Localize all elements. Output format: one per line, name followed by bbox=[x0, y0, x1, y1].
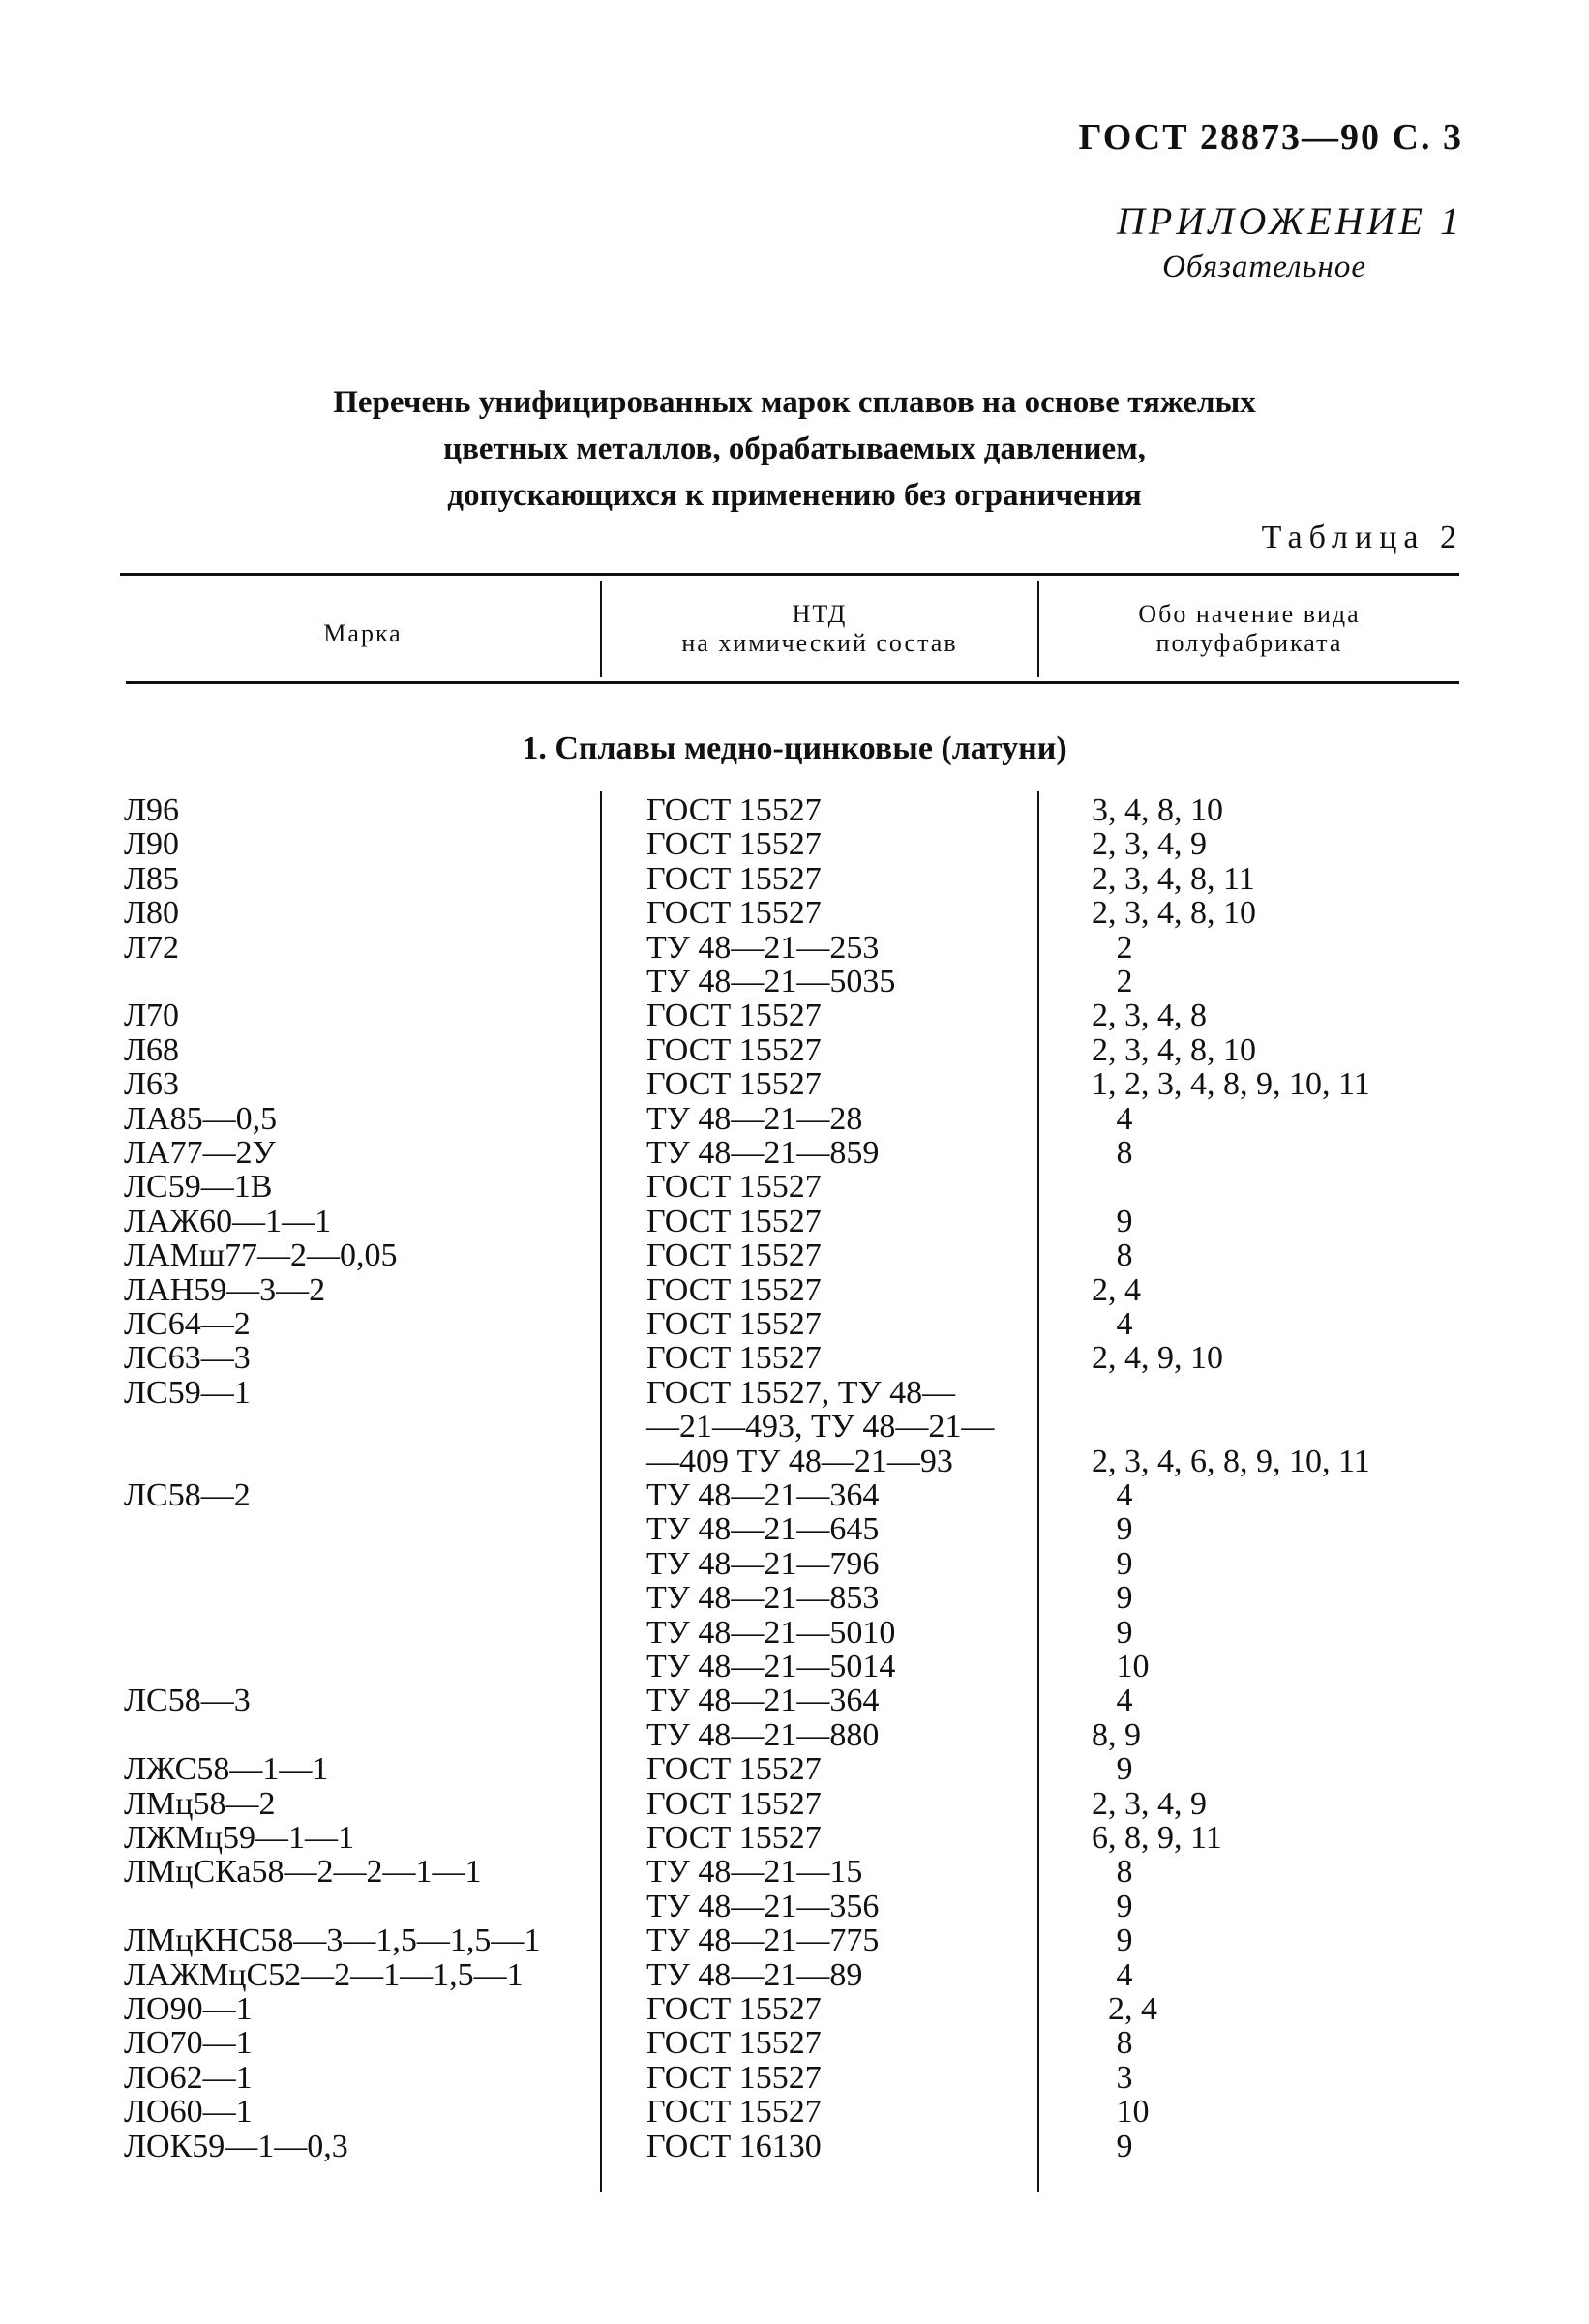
semi-product-cell: 9 bbox=[1092, 1545, 1133, 1582]
ntd-cell: ТУ 48—21—796 bbox=[646, 1545, 880, 1582]
ntd-cell: —409 ТУ 48—21—93 bbox=[646, 1443, 953, 1479]
ntd-cell: ГОСТ 15527 bbox=[646, 860, 822, 897]
semi-product-cell: 10 bbox=[1092, 1649, 1150, 1684]
semi-product-cell: 2, 3, 4, 9 bbox=[1092, 826, 1207, 863]
ntd-cell: ТУ 48—21—356 bbox=[646, 1888, 880, 1924]
grade-cell: ЛАМш77—2—0,05 bbox=[124, 1237, 398, 1274]
grade-cell: ЛС59—1В bbox=[124, 1169, 273, 1206]
ntd-cell: ТУ 48—21—853 bbox=[646, 1580, 880, 1617]
ntd-cell: ГОСТ 15527 bbox=[646, 1237, 822, 1274]
title-line: Перечень унифицированных марок сплавов на основе тяжелых bbox=[333, 385, 1256, 420]
grade-cell: ЛА77—2У bbox=[124, 1135, 276, 1171]
semi-product-cell: 4 bbox=[1092, 1306, 1133, 1342]
grade-cell: ЛАЖМцС52—2—1—1,5—1 bbox=[124, 1956, 524, 1993]
ntd-cell: ГОСТ 15527 bbox=[646, 1785, 822, 1822]
document-title bbox=[0, 379, 1589, 519]
semi-product-cell: 6, 8, 9, 11 bbox=[1092, 1820, 1222, 1856]
semi-product-cell: 8, 9 bbox=[1092, 1716, 1141, 1753]
table-row bbox=[0, 1718, 1589, 1753]
semi-product-cell: 2, 3, 4, 9 bbox=[1092, 1785, 1207, 1822]
grade-cell: ЛО90—1 bbox=[124, 1991, 253, 2027]
grade-cell: Л96 bbox=[124, 792, 180, 828]
page-header: ГОСТ 28873—90 С. 3 bbox=[1078, 117, 1463, 158]
grade-cell: ЛС58—3 bbox=[124, 1683, 251, 1719]
semi-product-cell: 1, 2, 3, 4, 8, 9, 10, 11 bbox=[1092, 1066, 1370, 1103]
semi-product-cell: 2, 4 bbox=[1092, 1271, 1141, 1308]
table-row bbox=[0, 1102, 1589, 1137]
grade-cell: Л63 bbox=[124, 1066, 180, 1103]
semi-product-cell: 8 bbox=[1092, 1854, 1133, 1891]
semi-product-cell: 9 bbox=[1092, 2128, 1133, 2164]
table-row bbox=[0, 1581, 1589, 1616]
table-row bbox=[0, 1787, 1589, 1822]
ntd-cell: ТУ 48—21—15 bbox=[646, 1854, 863, 1891]
table-row bbox=[0, 1136, 1589, 1171]
ntd-cell: —21—493, ТУ 48—21— bbox=[646, 1409, 995, 1445]
grade-cell: Л68 bbox=[124, 1031, 180, 1068]
appendix-status: Обязательное bbox=[1162, 250, 1366, 284]
ntd-cell: ТУ 48—21—5010 bbox=[646, 1614, 896, 1651]
ntd-cell: ГОСТ 15527 bbox=[646, 2094, 822, 2130]
table-row bbox=[0, 1616, 1589, 1651]
table-row bbox=[0, 1033, 1589, 1068]
semi-product-cell: 2, 3, 4, 6, 8, 9, 10, 11 bbox=[1092, 1443, 1370, 1479]
grade-cell: ЛМцСКа58—2—2—1—1 bbox=[124, 1854, 482, 1891]
table-row bbox=[0, 1238, 1589, 1273]
semi-product-cell: 2 bbox=[1092, 929, 1133, 966]
ntd-cell: ГОСТ 15527 bbox=[646, 826, 822, 863]
table-row bbox=[0, 1410, 1589, 1445]
table-row bbox=[0, 1067, 1589, 1102]
ntd-cell: ГОСТ 15527 bbox=[646, 998, 822, 1034]
ntd-cell: ГОСТ 15527 bbox=[646, 1031, 822, 1068]
semi-product-cell: 4 bbox=[1092, 1100, 1133, 1137]
ntd-cell: ТУ 48—21—364 bbox=[646, 1477, 880, 1513]
grade-cell: ЛС64—2 bbox=[124, 1306, 251, 1342]
ntd-cell: ГОСТ 15527 bbox=[646, 1271, 822, 1308]
semi-product-cell: 8 bbox=[1092, 1237, 1133, 1274]
grade-cell: ЛС59—1 bbox=[124, 1374, 251, 1411]
semi-product-cell: 3, 4, 8, 10 bbox=[1092, 792, 1223, 828]
table-row bbox=[0, 965, 1589, 999]
semi-product-cell: 2 bbox=[1092, 964, 1133, 999]
table-row bbox=[0, 1170, 1589, 1205]
semi-product-cell: 2, 4 bbox=[1092, 1991, 1157, 2027]
table-row bbox=[0, 1855, 1589, 1890]
table-row bbox=[0, 862, 1589, 897]
semi-product-cell: 3 bbox=[1092, 2059, 1133, 2096]
semi-product-cell: 2, 3, 4, 8, 10 bbox=[1092, 895, 1256, 932]
ntd-cell: ГОСТ 16130 bbox=[646, 2128, 822, 2164]
grade-cell: ЛО62—1 bbox=[124, 2059, 253, 2096]
table-row bbox=[0, 827, 1589, 862]
table-row bbox=[0, 2026, 1589, 2061]
ntd-cell: ГОСТ 15527 bbox=[646, 2025, 822, 2062]
grade-cell: ЛАН59—3—2 bbox=[124, 1271, 326, 1308]
table-row bbox=[0, 1683, 1589, 1718]
grade-cell: Л85 bbox=[124, 860, 180, 897]
ntd-cell: ТУ 48—21—5035 bbox=[646, 964, 896, 999]
semi-product-cell: 2, 3, 4, 8, 10 bbox=[1092, 1031, 1256, 1068]
grade-cell: ЛС58—2 bbox=[124, 1477, 251, 1513]
ntd-cell: ТУ 48—21—28 bbox=[646, 1100, 863, 1137]
grade-cell: Л72 bbox=[124, 929, 180, 966]
table-row bbox=[0, 1376, 1589, 1411]
table-top-rule bbox=[120, 573, 1459, 576]
semi-product-cell: 9 bbox=[1092, 1614, 1133, 1651]
grade-cell: ЛОК59—1—0,3 bbox=[124, 2128, 348, 2164]
ntd-cell: ТУ 48—21—859 bbox=[646, 1135, 880, 1171]
ntd-cell: ГОСТ 15527 bbox=[646, 2059, 822, 2096]
table-row bbox=[0, 1273, 1589, 1308]
semi-product-cell: 9 bbox=[1092, 1203, 1133, 1239]
ntd-cell: ГОСТ 15527 bbox=[646, 1991, 822, 2027]
table-row bbox=[0, 1307, 1589, 1342]
ntd-cell: ГОСТ 15527 bbox=[646, 1169, 822, 1206]
table-row bbox=[0, 1445, 1589, 1479]
semi-product-cell: 8 bbox=[1092, 2025, 1133, 2062]
title-line: допускающихся к применению без ограничения bbox=[447, 478, 1142, 513]
table-row bbox=[0, 998, 1589, 1033]
semi-product-cell: 4 bbox=[1092, 1683, 1133, 1719]
table-row bbox=[0, 1923, 1589, 1958]
grade-cell: ЛМц58—2 bbox=[124, 1785, 276, 1822]
grade-cell: Л80 bbox=[124, 895, 180, 932]
semi-product-cell: 10 bbox=[1092, 2094, 1150, 2130]
semi-product-cell: 9 bbox=[1092, 1888, 1133, 1924]
semi-product-cell: 9 bbox=[1092, 1751, 1133, 1788]
ntd-cell: ТУ 48—21—364 bbox=[646, 1683, 880, 1719]
semi-product-cell: 4 bbox=[1092, 1477, 1133, 1513]
table-row bbox=[0, 1478, 1589, 1513]
grade-cell: ЛО70—1 bbox=[124, 2025, 253, 2062]
table-row bbox=[0, 2095, 1589, 2130]
grade-cell: ЛО60—1 bbox=[124, 2094, 253, 2130]
grade-cell: ЛС63—3 bbox=[124, 1340, 251, 1377]
table-row bbox=[0, 1205, 1589, 1239]
ntd-cell: ГОСТ 15527 bbox=[646, 1751, 822, 1788]
table-row bbox=[0, 1341, 1589, 1376]
semi-product-cell: 2, 3, 4, 8, 11 bbox=[1092, 860, 1255, 897]
table-row bbox=[0, 1821, 1589, 1856]
section-title: 1. Сплавы медно-цинковые (латуни) bbox=[522, 730, 1067, 766]
table-row bbox=[0, 2130, 1589, 2164]
ntd-cell: ГОСТ 15527 bbox=[646, 1306, 822, 1342]
semi-product-cell: 8 bbox=[1092, 1135, 1133, 1171]
table-row bbox=[0, 1650, 1589, 1684]
ntd-cell: ГОСТ 15527 bbox=[646, 1203, 822, 1239]
ntd-cell: ГОСТ 15527 bbox=[646, 1340, 822, 1377]
ntd-cell: ГОСТ 15527 bbox=[646, 895, 822, 932]
table-row bbox=[0, 1512, 1589, 1547]
ntd-cell: ГОСТ 15527, ТУ 48— bbox=[646, 1374, 956, 1411]
column-header-ntd: НТД на химический состав bbox=[681, 600, 958, 657]
column-header-semi-product: Обо начение вида полуфабриката bbox=[1138, 600, 1361, 657]
grade-cell: ЛЖС58—1—1 bbox=[124, 1751, 329, 1788]
table-row bbox=[0, 2061, 1589, 2096]
semi-product-cell: 2, 3, 4, 8 bbox=[1092, 998, 1207, 1034]
semi-product-cell: 4 bbox=[1092, 1956, 1133, 1993]
semi-product-cell: 2, 4, 9, 10 bbox=[1092, 1340, 1223, 1377]
ntd-cell: ТУ 48—21—89 bbox=[646, 1956, 863, 1993]
grade-cell: ЛА85—0,5 bbox=[124, 1100, 278, 1137]
table-row bbox=[0, 896, 1589, 931]
table-row bbox=[0, 793, 1589, 828]
grade-cell: ЛЖМц59—1—1 bbox=[124, 1820, 354, 1856]
column-header-grade: Марка bbox=[323, 619, 403, 647]
grade-cell: ЛМцКНС58—3—1,5—1,5—1 bbox=[124, 1922, 541, 1959]
grade-cell: Л90 bbox=[124, 826, 180, 863]
table-row bbox=[0, 1752, 1589, 1787]
grade-cell: ЛАЖ60—1—1 bbox=[124, 1203, 332, 1239]
ntd-cell: ТУ 48—21—775 bbox=[646, 1922, 880, 1959]
title-line: цветных металлов, обрабатываемых давлением, bbox=[443, 432, 1146, 466]
table-row bbox=[0, 1992, 1589, 2027]
semi-product-cell: 9 bbox=[1092, 1580, 1133, 1617]
table-header-rule bbox=[126, 681, 1459, 684]
table-row bbox=[0, 1547, 1589, 1582]
table-row bbox=[0, 1890, 1589, 1924]
ntd-cell: ГОСТ 15527 bbox=[646, 1066, 822, 1103]
ntd-cell: ТУ 48—21—645 bbox=[646, 1511, 880, 1548]
ntd-cell: ТУ 48—21—253 bbox=[646, 929, 880, 966]
grade-cell: Л70 bbox=[124, 998, 180, 1034]
table-label: Таблица 2 bbox=[1261, 520, 1463, 555]
ntd-cell: ТУ 48—21—880 bbox=[646, 1716, 880, 1753]
appendix-label: ПРИЛОЖЕНИЕ 1 bbox=[1117, 199, 1463, 243]
ntd-cell: ГОСТ 15527 bbox=[646, 1820, 822, 1856]
semi-product-cell: 9 bbox=[1092, 1922, 1133, 1959]
ntd-cell: ГОСТ 15527 bbox=[646, 792, 822, 828]
semi-product-cell: 9 bbox=[1092, 1511, 1133, 1548]
ntd-cell: ТУ 48—21—5014 bbox=[646, 1649, 896, 1684]
table-row bbox=[0, 931, 1589, 966]
table-row bbox=[0, 1958, 1589, 1993]
